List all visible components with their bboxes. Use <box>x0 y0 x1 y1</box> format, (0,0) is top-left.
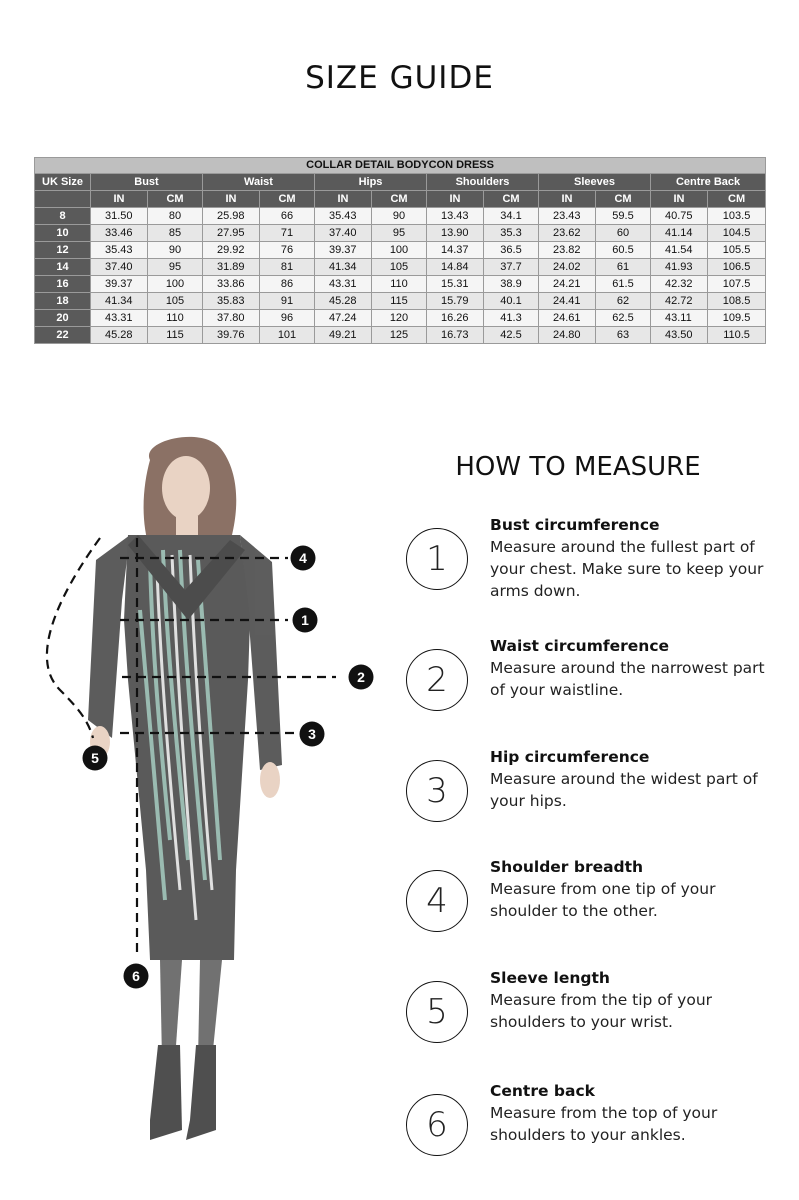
marker-3-label: 3 <box>308 726 316 742</box>
table-cell: 40.75 <box>651 208 708 225</box>
table-cell: 24.41 <box>539 293 596 310</box>
table-cell: 76 <box>260 242 315 259</box>
column-group-header: Hips <box>315 174 427 191</box>
table-cell: 43.31 <box>91 310 148 327</box>
table-cell: 33.86 <box>203 276 260 293</box>
marker-5-icon <box>83 746 108 771</box>
table-row <box>35 208 766 225</box>
unit-header: IN <box>539 191 596 208</box>
table-cell: 37.80 <box>203 310 260 327</box>
table-cell: 125 <box>372 327 427 344</box>
step-heading: Waist circumference <box>490 637 670 655</box>
column-group-header: Sleeves <box>539 174 651 191</box>
table-cell: 16.73 <box>427 327 484 344</box>
size-unit-blank <box>35 191 91 208</box>
unit-header: CM <box>260 191 315 208</box>
size-cell: 10 <box>35 225 91 242</box>
step-shoulders <box>406 858 786 960</box>
unit-header: IN <box>651 191 708 208</box>
table-cell: 91 <box>260 293 315 310</box>
table-cell: 47.24 <box>315 310 372 327</box>
table-cell: 96 <box>260 310 315 327</box>
table-cell: 24.21 <box>539 276 596 293</box>
column-group-header: Waist <box>203 174 315 191</box>
size-column-header: UK Size <box>35 174 91 191</box>
step-number-circle: 4 <box>406 870 468 932</box>
table-cell: 16.26 <box>427 310 484 327</box>
table-cell: 37.40 <box>315 225 372 242</box>
table-cell: 41.34 <box>315 259 372 276</box>
table-cell: 40.1 <box>484 293 539 310</box>
column-group-header: Bust <box>91 174 203 191</box>
size-table <box>34 157 765 344</box>
table-cell: 24.02 <box>539 259 596 276</box>
size-cell: 12 <box>35 242 91 259</box>
marker-6-icon <box>124 964 149 989</box>
step-description: Measure from the top of your shoulders to your ankles. <box>490 1104 718 1144</box>
table-cell: 14.84 <box>427 259 484 276</box>
unit-header: IN <box>427 191 484 208</box>
marker-3-icon <box>300 722 325 747</box>
step-heading: Sleeve length <box>490 969 610 987</box>
table-cell: 105 <box>372 259 427 276</box>
table-cell: 120 <box>372 310 427 327</box>
table-cell: 110 <box>148 310 203 327</box>
table-cell: 61 <box>596 259 651 276</box>
table-cell: 95 <box>372 225 427 242</box>
table-cell: 39.37 <box>91 276 148 293</box>
column-group-header: Centre Back <box>651 174 766 191</box>
table-cell: 60 <box>596 225 651 242</box>
size-cell: 16 <box>35 276 91 293</box>
table-cell: 15.31 <box>427 276 484 293</box>
table-cell: 62.5 <box>596 310 651 327</box>
table-cell: 104.5 <box>708 225 766 242</box>
table-cell: 109.5 <box>708 310 766 327</box>
marker-1-label: 1 <box>301 612 309 628</box>
step-description: Measure around the narrowest part of your waistline. <box>490 659 765 699</box>
table-cell: 63 <box>596 327 651 344</box>
table-cell: 43.31 <box>315 276 372 293</box>
table-cell: 42.5 <box>484 327 539 344</box>
step-heading: Centre back <box>490 1082 595 1100</box>
marker-5-label: 5 <box>91 750 99 766</box>
unit-header: CM <box>708 191 766 208</box>
step-description: Measure around the widest part of your hips. <box>490 770 758 810</box>
table-title: COLLAR DETAIL BODYCON DRESS <box>35 158 766 174</box>
table-cell: 115 <box>372 293 427 310</box>
table-cell: 13.90 <box>427 225 484 242</box>
table-cell: 41.3 <box>484 310 539 327</box>
table-cell: 36.5 <box>484 242 539 259</box>
table-cell: 38.9 <box>484 276 539 293</box>
size-cell: 20 <box>35 310 91 327</box>
column-group-header: Shoulders <box>427 174 539 191</box>
unit-header: CM <box>148 191 203 208</box>
table-cell: 41.34 <box>91 293 148 310</box>
table-cell: 13.43 <box>427 208 484 225</box>
table-cell: 35.43 <box>91 242 148 259</box>
table-cell: 85 <box>148 225 203 242</box>
table-cell: 101 <box>260 327 315 344</box>
table-cell: 15.79 <box>427 293 484 310</box>
step-description: Measure from the tip of your shoulders to your wrist. <box>490 991 713 1031</box>
marker-4-label: 4 <box>299 550 307 566</box>
table-row <box>35 225 766 242</box>
table-cell: 23.82 <box>539 242 596 259</box>
table-cell: 61.5 <box>596 276 651 293</box>
step-bust <box>406 516 786 618</box>
step-number-circle: 2 <box>406 649 468 711</box>
table-cell: 106.5 <box>708 259 766 276</box>
table-row <box>35 310 766 327</box>
table-cell: 25.98 <box>203 208 260 225</box>
table-cell: 35.43 <box>315 208 372 225</box>
unit-header: IN <box>315 191 372 208</box>
table-cell: 90 <box>372 208 427 225</box>
table-cell: 41.93 <box>651 259 708 276</box>
table-cell: 49.21 <box>315 327 372 344</box>
step-centre-back <box>406 1082 786 1184</box>
marker-4-icon <box>291 546 316 571</box>
size-cell: 14 <box>35 259 91 276</box>
size-cell: 18 <box>35 293 91 310</box>
table-row <box>35 242 766 259</box>
table-cell: 90 <box>148 242 203 259</box>
step-description: Measure around the fullest part of your chest. Make sure to keep your arms down. <box>490 538 764 600</box>
table-cell: 39.37 <box>315 242 372 259</box>
table-cell: 100 <box>372 242 427 259</box>
table-cell: 23.43 <box>539 208 596 225</box>
table-cell: 39.76 <box>203 327 260 344</box>
table-cell: 14.37 <box>427 242 484 259</box>
table-row <box>35 276 766 293</box>
table-cell: 42.32 <box>651 276 708 293</box>
table-cell: 105 <box>148 293 203 310</box>
table-cell: 81 <box>260 259 315 276</box>
table-cell: 103.5 <box>708 208 766 225</box>
table-cell: 45.28 <box>315 293 372 310</box>
table-cell: 37.7 <box>484 259 539 276</box>
unit-header: IN <box>91 191 148 208</box>
marker-2-label: 2 <box>357 669 365 685</box>
step-heading: Bust circumference <box>490 516 660 534</box>
table-row <box>35 293 766 310</box>
unit-header: CM <box>484 191 539 208</box>
table-cell: 31.89 <box>203 259 260 276</box>
table-cell: 105.5 <box>708 242 766 259</box>
step-number-circle: 3 <box>406 760 468 822</box>
how-to-measure-title: HOW TO MEASURE <box>455 452 701 482</box>
table-cell: 66 <box>260 208 315 225</box>
marker-2-icon <box>349 665 374 690</box>
table-cell: 42.72 <box>651 293 708 310</box>
table-cell: 24.61 <box>539 310 596 327</box>
step-number-circle: 6 <box>406 1094 468 1156</box>
table-cell: 71 <box>260 225 315 242</box>
dress-model-illustration <box>0 420 400 1180</box>
table-cell: 110 <box>372 276 427 293</box>
table-cell: 95 <box>148 259 203 276</box>
table-cell: 41.54 <box>651 242 708 259</box>
step-number-circle: 1 <box>406 528 468 590</box>
step-number-circle: 5 <box>406 981 468 1043</box>
step-description: Measure from one tip of your shoulder to the other. <box>490 880 716 920</box>
table-cell: 35.83 <box>203 293 260 310</box>
table-cell: 100 <box>148 276 203 293</box>
step-hips <box>406 748 786 850</box>
table-cell: 108.5 <box>708 293 766 310</box>
marker-1-icon <box>293 608 318 633</box>
unit-header: CM <box>372 191 427 208</box>
table-cell: 41.14 <box>651 225 708 242</box>
table-cell: 45.28 <box>91 327 148 344</box>
table-cell: 59.5 <box>596 208 651 225</box>
table-cell: 43.11 <box>651 310 708 327</box>
table-cell: 31.50 <box>91 208 148 225</box>
table-cell: 62 <box>596 293 651 310</box>
table-cell: 33.46 <box>91 225 148 242</box>
table-cell: 37.40 <box>91 259 148 276</box>
table-cell: 80 <box>148 208 203 225</box>
table-cell: 115 <box>148 327 203 344</box>
page-title: SIZE GUIDE <box>305 60 494 96</box>
size-cell: 22 <box>35 327 91 344</box>
table-cell: 27.95 <box>203 225 260 242</box>
size-cell: 8 <box>35 208 91 225</box>
table-cell: 29.92 <box>203 242 260 259</box>
table-cell: 60.5 <box>596 242 651 259</box>
table-cell: 23.62 <box>539 225 596 242</box>
table-cell: 35.3 <box>484 225 539 242</box>
table-cell: 86 <box>260 276 315 293</box>
table-row <box>35 259 766 276</box>
table-cell: 43.50 <box>651 327 708 344</box>
table-cell: 110.5 <box>708 327 766 344</box>
unit-header: CM <box>596 191 651 208</box>
table-cell: 107.5 <box>708 276 766 293</box>
table-cell: 34.1 <box>484 208 539 225</box>
step-heading: Shoulder breadth <box>490 858 644 876</box>
step-sleeves <box>406 969 786 1071</box>
step-waist <box>406 637 786 739</box>
marker-6-label: 6 <box>132 968 140 984</box>
unit-header: IN <box>203 191 260 208</box>
measurement-figure <box>0 420 400 1180</box>
table-cell: 24.80 <box>539 327 596 344</box>
table-row <box>35 327 766 344</box>
step-heading: Hip circumference <box>490 748 650 766</box>
